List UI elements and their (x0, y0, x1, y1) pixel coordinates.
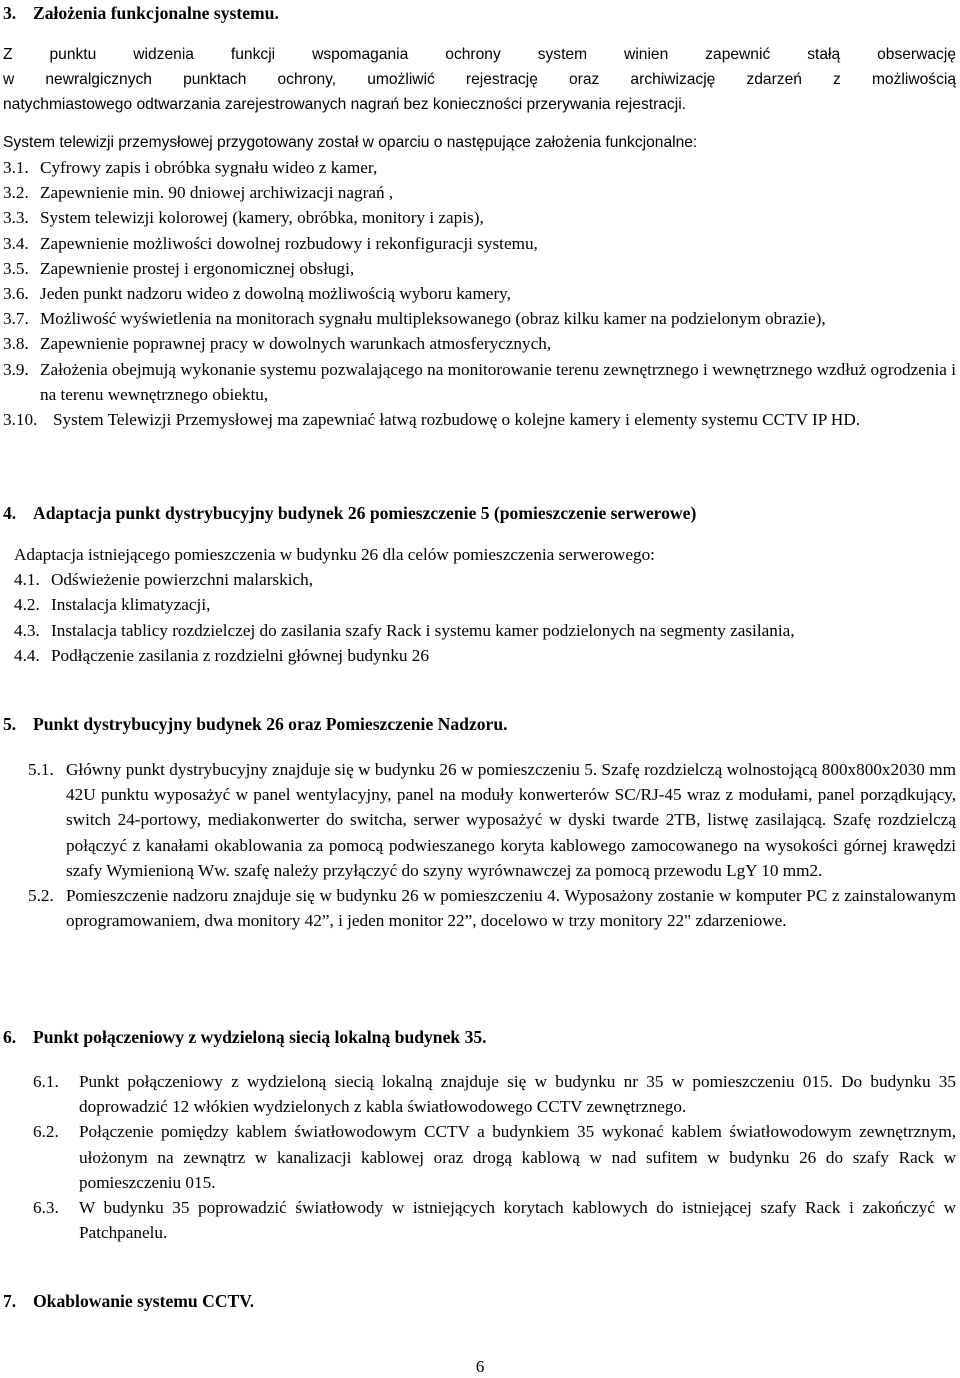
item-number: 4.1. (14, 570, 40, 590)
section-title: Adaptacja punkt dystrybucyjny budynek 26 pomieszczenie 5 (pomieszczenie serwerowe) (33, 503, 697, 523)
section-3-lead (3, 130, 956, 155)
item-number: 3.3. (3, 208, 29, 228)
section-4-heading (3, 501, 956, 526)
item-number: 5.1. (28, 760, 54, 779)
list-item (3, 281, 956, 306)
list-item (3, 180, 956, 205)
list-item (28, 883, 956, 933)
list-item (3, 331, 956, 356)
list-item (14, 592, 956, 617)
item-number: 4.3. (14, 620, 40, 640)
section-4 (3, 501, 956, 526)
list-item (3, 256, 956, 281)
list-item (33, 1119, 956, 1195)
list-item (33, 1195, 956, 1245)
item-text: Możliwość wyświetlenia na monitorach sygnału multipleksowanego (obraz kilku kamer na podzielonym obrazie), (40, 309, 826, 329)
section-3-heading (3, 1, 956, 26)
item-text: Jeden punkt nadzoru wideo z dowolną możliwością wyboru kamery, (40, 284, 511, 304)
section-title: Punkt połączeniowy z wydzieloną siecią lokalną budynek 35. (33, 1027, 487, 1047)
item-text: Odświeżenie powierzchni malarskich, (51, 570, 314, 590)
item-number: 3.10. (3, 410, 38, 430)
item-number: 6.2. (33, 1122, 59, 1142)
section-5 (3, 712, 956, 737)
intro-line: w newralgicznych punktach ochrony, umożliwić rejestrację oraz archiwizację zdarzeń z możliwością (3, 71, 956, 88)
item-text: W budynku 35 poprowadzić światłowody w istniejących korytach kablowych do istniejącej szafy Rack i zakończyć w Patchpanelu. (79, 1198, 956, 1243)
item-text: Cyfrowy zapis i obróbka sygnału wideo z kamer, (40, 158, 378, 177)
item-text: Zapewnienie prostej i ergonomicznej obsługi, (40, 258, 355, 278)
item-text: Instalacja tablicy rozdzielczej do zasilania szafy Rack i systemu kamer podzielonych na segmenty zasilania, (51, 620, 795, 640)
item-text: Punkt połączeniowy z wydzieloną siecią lokalną znajduje się w budynku nr 35 w pomieszczeniu 015. Do budynku 35 doprowadzić 12 włókien wydzielonych z kabla światłowodowego CCTV zewnętrznego. (79, 1072, 956, 1117)
list-item (14, 643, 956, 668)
item-number: 3.4. (3, 233, 29, 253)
item-number: 3.9. (3, 359, 29, 379)
section-6-list (33, 1069, 956, 1245)
item-number: 6.3. (33, 1198, 59, 1218)
section-4-body (14, 542, 956, 668)
section-title: Punkt dystrybucyjny budynek 26 oraz Pomieszczenie Nadzoru. (33, 714, 508, 734)
item-number: 4.2. (14, 595, 40, 615)
section-3-intro (3, 42, 956, 117)
section-number: 5. (3, 714, 17, 734)
list-item (33, 1069, 956, 1119)
item-number: 3.8. (3, 334, 29, 354)
section-number: 4. (3, 503, 17, 523)
item-number: 3.6. (3, 284, 29, 304)
section-title: Założenia funkcjonalne systemu. (33, 3, 279, 23)
section-6 (3, 1025, 956, 1050)
list-item (3, 231, 956, 256)
item-text: Główny punkt dystrybucyjny znajduje się w budynku 26 w pomieszczeniu 5. Szafę rozdzielczą wolnostojącą 800x800x2030 mm 42U punktu wyposażyć w panel wentylacyjny, panel na moduły konwerterów SC/RJ-45 wraz z modułami, panel porządkujący, switch 24-portowy, mediakonwerter do switcha, serwer wyposażyć w dyski twarde 2TB, listwę zasilającą. Szafę rozdzielczą połączyć z kanałami okablowania za pomocą podwieszanego koryta kablowego zamocowanego na wysokości górnej krawędzi szafy Wymienioną Ww. szafę należy przyłączyć do szyny wyrównawczej za pomocą przewodu LgY 10 mm2. (66, 760, 956, 880)
lead-text: System telewizji przemysłowej przygotowany został w oparciu o następujące założenia funkcjonalne: (3, 134, 698, 151)
item-number: 3.7. (3, 309, 29, 329)
list-item (28, 757, 956, 883)
list-item (3, 407, 956, 432)
list-item (3, 357, 956, 407)
section-5-heading (3, 712, 956, 737)
item-number: 4.4. (14, 645, 40, 665)
section-3 (3, 1, 956, 26)
intro-line: natychmiastowego odtwarzania zarejestrowanych nagrań bez konieczności przerywania rejestracji. (3, 96, 686, 113)
item-text: System Telewizji Przemysłowej ma zapewniać łatwą rozbudowę o kolejne kamery i elementy systemu CCTV IP HD. (53, 410, 861, 430)
item-text: System telewizji kolorowej (kamery, obróbka, monitory i zapis), (40, 208, 484, 228)
item-number: 5.2. (28, 886, 54, 906)
section-title: Okablowanie systemu CCTV. (33, 1291, 255, 1311)
list-item (3, 205, 956, 230)
intro-line: Z punktu widzenia funkcji wspomagania ochrony system winien zapewnić stałą obserwację (3, 46, 956, 63)
item-text: Zapewnienie poprawnej pracy w dowolnych warunkach atmosferycznych, (40, 334, 552, 354)
item-text: Zapewnienie możliwości dowolnej rozbudowy i rekonfiguracji systemu, (40, 233, 538, 253)
item-number: 3.5. (3, 258, 29, 278)
item-number: 3.1. (3, 158, 29, 177)
item-text: Podłączenie zasilania z rozdzielni głównej budynku 26 (51, 645, 429, 665)
section-3-list (3, 155, 956, 432)
item-text: Zapewnienie min. 90 dniowej archiwizacji nagrań , (40, 183, 394, 203)
item-text: Założenia obejmują wykonanie systemu pozwalającego na monitorowanie terenu zewnętrznego i wewnętrznego wzdłuż ogrodzenia i na terenu wewnętrznego obiektu, (40, 359, 956, 404)
item-text: Instalacja klimatyzacji, (51, 595, 211, 615)
lead-text: Adaptacja istniejącego pomieszczenia w budynku 26 dla celów pomieszczenia serwerowego: (14, 545, 655, 564)
section-7-heading (3, 1289, 956, 1314)
item-text: Połączenie pomiędzy kablem światłowodowym CCTV a budynkiem 35 wykonać kablem światłowodowym zewnętrznym, ułożonym na zewnątrz w kanalizacji kablowej oraz drogą kablową w nad sufitem w budynku 26 do szafy Rack w pomieszczeniu 015. (79, 1122, 956, 1192)
list-item (14, 567, 956, 592)
item-text: Pomieszczenie nadzoru znajduje się w budynku 26 w pomieszczeniu 4. Wyposażony zostanie w komputer PC z zainstalowanym oprogramowaniem, dwa monitory 42”, i jeden monitor 22”, docelowo w trzy monitory 22" zdarzeniowe. (66, 886, 956, 931)
section-number: 7. (3, 1291, 17, 1311)
list-item (3, 306, 956, 331)
item-number: 6.1. (33, 1072, 59, 1091)
item-number: 3.2. (3, 183, 29, 203)
section-6-heading (3, 1025, 956, 1050)
list-item (14, 618, 956, 643)
section-number: 3. (3, 3, 17, 23)
section-7 (3, 1289, 956, 1314)
section-5-list (28, 757, 956, 933)
section-number: 6. (3, 1027, 17, 1047)
list-item (3, 155, 956, 180)
page-number: 6 (475, 1357, 485, 1376)
